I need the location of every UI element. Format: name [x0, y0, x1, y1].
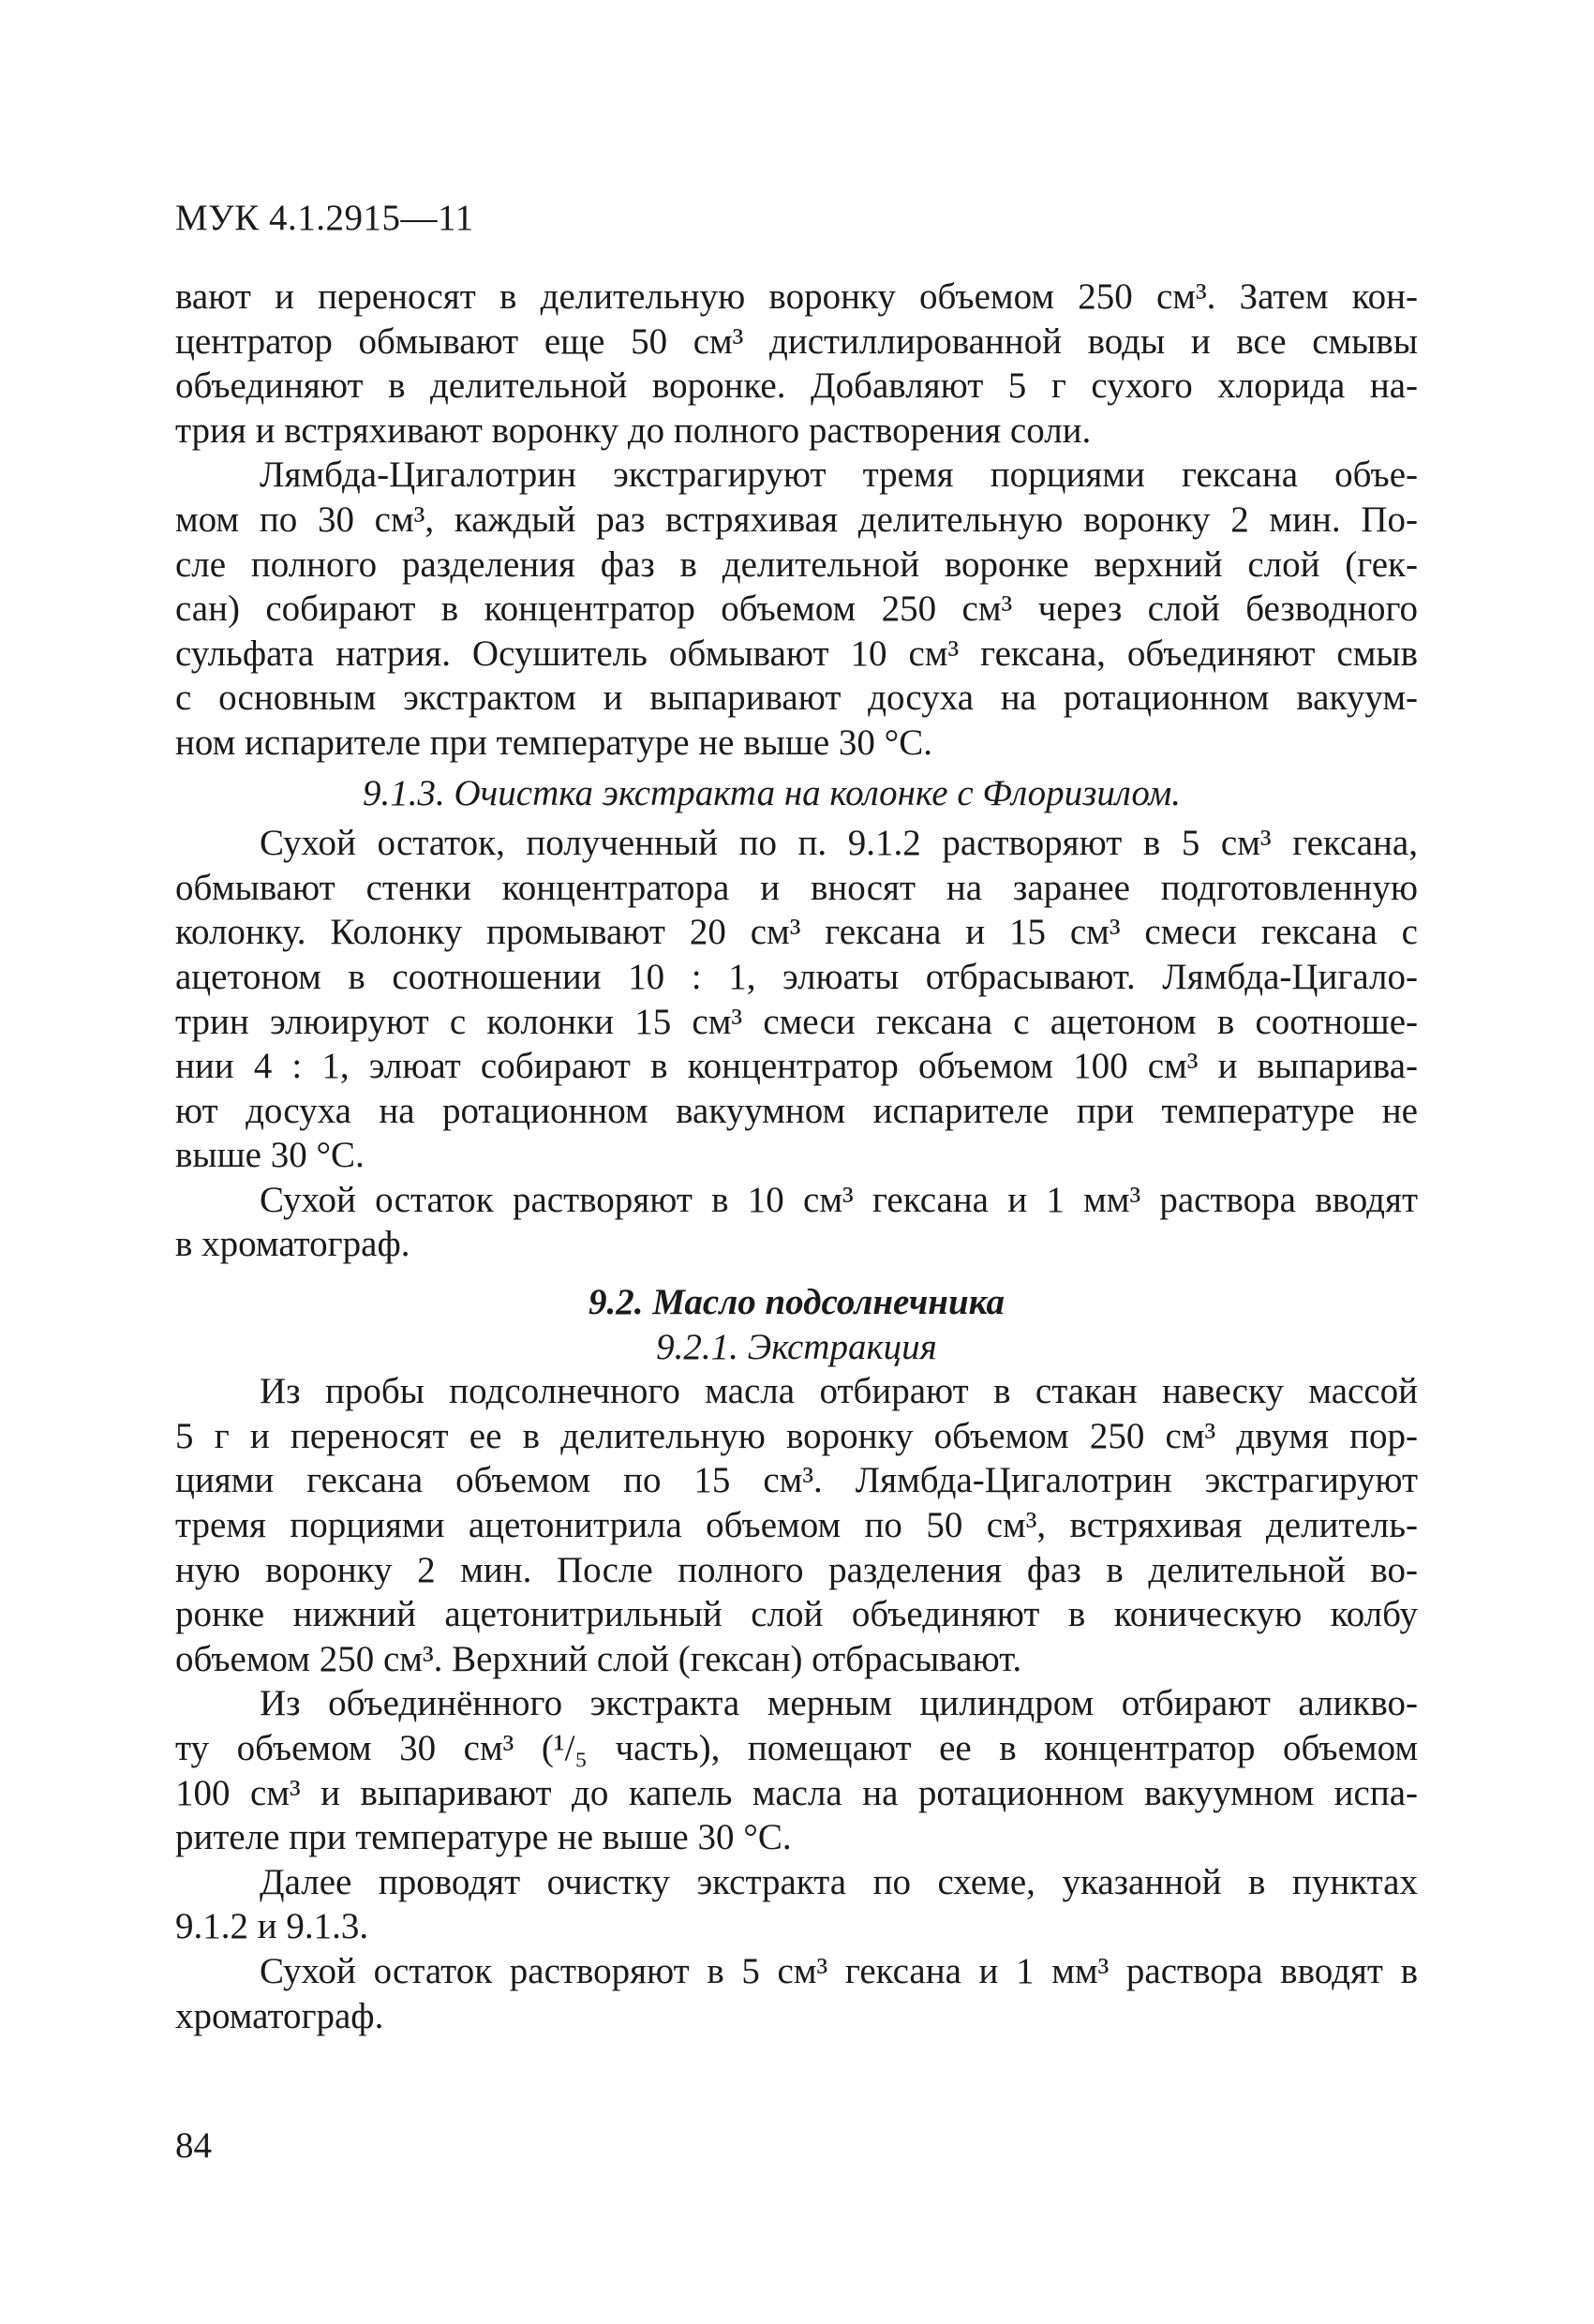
text-line: Сухой остаток, полученный по п. 9.1.2 растворяют в 5 см³ гексана,	[260, 823, 1418, 864]
text-line: Сухой остаток растворяют в 10 см³ гексана и 1 мм³ раствора вводят	[260, 1179, 1418, 1220]
text-line: 9.1.2 и 9.1.3.	[175, 1906, 369, 1947]
text-line: обмывают стенки концентратора и вносят на заранее подготовленную	[175, 867, 1418, 908]
paragraph-further-cleanup	[175, 1860, 1418, 1949]
text-line: 100 см³ и выпаривают до капель масла на ротационном вакуумном испа-	[175, 1772, 1418, 1813]
text-line: Лямбда-Цигалотрин экстрагируют тремя порциями гексана объе-	[260, 454, 1418, 496]
text-line: Из объединённого экстракта мерным цилиндром отбирают аликво-	[260, 1683, 1418, 1724]
paragraph-transfer-funnel	[175, 275, 1418, 453]
paragraph-dry-residue-1	[175, 1178, 1418, 1267]
text-line: Сухой остаток растворяют в 5 см³ гексана и 1 мм³ раствора вводят в	[260, 1950, 1418, 1991]
text-line: в хроматограф.	[175, 1224, 410, 1265]
body-text	[175, 275, 1418, 2038]
text-line: ном испарителе при температуре не выше 30 °С.	[175, 722, 933, 763]
text-line: мом по 30 см³, каждый раз встряхивая делительную воронку 2 мин. По-	[175, 499, 1418, 540]
text-line: центратор обмывают еще 50 см³ дистиллированной воды и все смывы	[175, 320, 1418, 362]
text-line: ную воронку 2 мин. После полного разделения фаз в делительной во-	[175, 1549, 1418, 1590]
text-line: трин элюируют с колонки 15 см³ смеси гексана с ацетоном в соотноше-	[175, 1001, 1418, 1042]
text-line: выше 30 °С.	[175, 1135, 365, 1176]
section-heading-9-2-1: 9.2.1. Экстракция	[656, 1326, 937, 1367]
text-line: тремя порциями ацетонитрила объемом по 50 см³, встряхивая делитель-	[175, 1505, 1418, 1546]
paragraph-dry-residue-2	[175, 1949, 1418, 2038]
paragraph-florisil-cleanup	[175, 821, 1418, 1178]
text-line: ронке нижний ацетонитрильный слой объединяют в коническую колбу	[175, 1594, 1418, 1635]
text-line: Далее проводят очистку экстракта по схеме, указанной в пунктах	[260, 1861, 1418, 1902]
text-line: объединяют в делительной воронке. Добавляют 5 г сухого хлорида на-	[175, 365, 1418, 407]
text-line: рителе при температуре не выше 30 °С.	[175, 1817, 792, 1858]
text-line: вают и переносят в делительную воронку объемом 250 см³. Затем кон-	[175, 276, 1418, 317]
paragraph-extraction-hexane	[175, 453, 1418, 765]
text-line: ацетоном в соотношении 10 : 1, элюаты отбрасывают. Лямбда-Цигало-	[175, 956, 1418, 997]
section-heading-9-1-3: 9.1.3. Очистка экстракта на колонке с Флоризилом.	[363, 772, 1182, 813]
paragraph-aliquot	[175, 1681, 1418, 1859]
text-line: ют досуха на ротационном вакуумном испарителе при температуре не	[175, 1090, 1418, 1131]
text-line: циями гексана объемом по 15 см³. Лямбда-Цигалотрин экстрагируют	[175, 1460, 1418, 1501]
document-code-header: МУК 4.1.2915—11	[175, 198, 474, 238]
text-line: с основным экстрактом и выпаривают досуха на ротационном вакуум-	[175, 678, 1418, 719]
text-line: трия и встряхивают воронку до полного растворения соли.	[175, 410, 1092, 451]
text-line: Из пробы подсолнечного масла отбирают в стакан навеску массой	[260, 1371, 1418, 1412]
text-line: объемом 250 см³. Верхний слой (гексан) отбрасывают.	[175, 1638, 1022, 1679]
section-heading-9-2: 9.2. Масло подсолнечника	[588, 1282, 1005, 1323]
text-line: сульфата натрия. Осушитель обмывают 10 см³ гексана, объединяют смыв	[175, 633, 1418, 674]
text-line: 5 г и переносят ее в делительную воронку объемом 250 см³ двумя пор-	[175, 1415, 1418, 1456]
paragraph-sunflower-oil-extraction	[175, 1369, 1418, 1681]
text-line: сле полного разделения фаз в делительной воронке верхний слой (гек-	[175, 544, 1418, 585]
page-number: 84	[175, 2125, 212, 2166]
text-line: сан) собирают в концентратор объемом 250 см³ через слой безводного	[175, 588, 1418, 630]
text-line: колонку. Колонку промывают 20 см³ гексана и 15 см³ смеси гексана с	[175, 912, 1418, 953]
text-line: хроматограф.	[175, 1995, 384, 2036]
text-line: нии 4 : 1, элюат собирают в концентратор объемом 100 см³ и выпарива-	[175, 1046, 1418, 1087]
text-line: ту объемом 30 см³ (¹/₅ часть), помещают ее в концентратор объемом	[175, 1728, 1418, 1768]
